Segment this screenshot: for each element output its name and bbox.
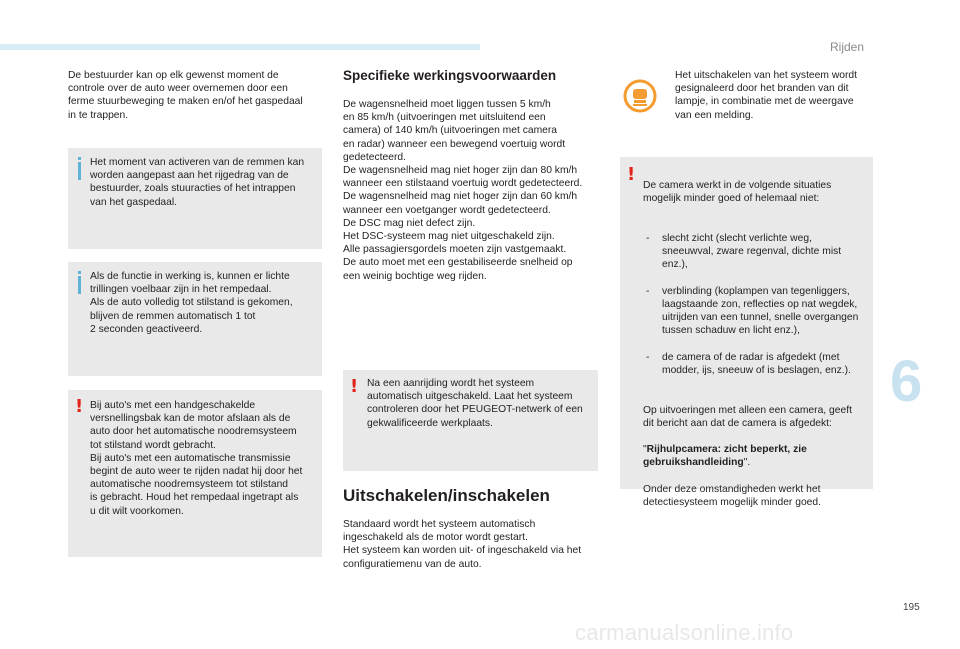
heading-disable-enable: Uitschakelen/inschakelen: [343, 486, 550, 505]
list-dash: -: [646, 233, 650, 245]
list-item: [643, 285, 869, 338]
warning-icon: !: [627, 164, 636, 185]
list-item-text: de camera of de radar is afgedekt (met modder, ijs, sneeuw of is beslagen, enz.).: [662, 351, 851, 377]
operating-conditions-text: De wagensnelheid moet liggen tussen 5 km/h en 85 km/h (uitvoeringen met uitsluitend een camera) of 140 km/h (uitvoeringen met camera en radar) wanneer een bewegend voertuig wordt gedetecteerd. De wagensnelheid mag niet hoger zijn dan 80 km/h wanneer een stilstaand voertuig wordt gedetecteerd. De wagensnelheid mag niet hoger zijn dan 60 km/h wanneer een voetganger wordt gedetecteerd. De DSC mag niet defect zijn. Het DSC-systeem mag niet uitgeschakeld zijn. Alle passagiersgordels moeten zijn vastgemaakt. De auto moet met een gestabiliseerde snelheid op een weinig bochtige weg rijden.: [343, 99, 583, 282]
camera-warning-content: [643, 166, 869, 522]
warning-text-gearbox: Bij auto's met een handgeschakelde versnellingsbak kan de motor afslaan als de auto door het automatische noodremsysteem tot stilstand wordt gebracht. Bij auto's met een automatische transmissie begint de auto weer te rijden nadat hij door het automatische noodremsysteem tot stilstand is gebracht. Houd het rempedaal ingetrapt als u dit wilt voorkomen.: [90, 400, 303, 517]
intro-paragraph: De bestuurder kan op elk gewenst moment de controle over de auto weer overnemen door een ferme stuurbeweging te maken en/of het gaspedaal in te trappen.: [68, 70, 303, 121]
section-title: Rijden: [830, 40, 865, 54]
watermark: carmanualsonline.info: [575, 620, 794, 645]
info-text-brake-timing: Het moment van activeren van de remmen kan worden aangepast aan het rijgedrag van de bestuurder, zoals stuuracties of het intrappen van het gaspedaal.: [90, 157, 305, 208]
page-number: 195: [903, 602, 920, 613]
list-item-text: slecht zicht (slecht verlichte weg, sneeuwval, zware regenval, dichte mist enz.),: [662, 233, 842, 271]
disable-enable-text: Standaard wordt het systeem automatisch ingeschakeld als de motor wordt gestart. Het systeem kan worden uit- of ingeschakeld via het configuratiemenu van de auto.: [343, 519, 582, 570]
info-box-brake-timing: [68, 148, 322, 249]
camera-warning-intro: De camera werkt in de volgende situaties mogelijk minder goed of helemaal niet:: [643, 180, 832, 205]
list-item-text: verblinding (koplampen van tegenliggers, laagstaande zon, reflecties op nat wegdek, uitrijden van een tunnel, snelle overgangen tussen schaduw en licht enz.),: [662, 285, 859, 337]
warning-box-camera: [620, 157, 873, 509]
warning-box-gearbox: [68, 390, 322, 557]
warning-text-collision: Na een aanrijding wordt het systeem automatisch uitgeschakeld. Laat het systeem controleren door het PEUGEOT-netwerk of een gekwalificeerde werkplaats.: [367, 378, 583, 429]
header-bar: [0, 44, 480, 50]
chapter-number: 6: [890, 349, 923, 414]
warning-icon: !: [75, 396, 84, 417]
list-dash: -: [646, 351, 650, 363]
list-dash: -: [646, 285, 650, 297]
quote-open: ": [643, 444, 647, 456]
warning-icon: !: [350, 376, 359, 397]
camera-message-text: Rijhulpcamera: zicht beperkt, zie gebruikshandleiding: [643, 444, 807, 469]
quote-close: ".: [743, 457, 751, 469]
list-item: [643, 351, 869, 377]
info-box-vibration: [68, 262, 322, 376]
aeb-warning-lamp-icon: [620, 76, 660, 116]
camera-only-note: Op uitvoeringen met alleen een camera, geeft dit bericht aan dat de camera is afgedekt:: [643, 404, 852, 429]
reduced-detection-note: Onder deze omstandigheden werkt het detectiesysteem mogelijk minder goed.: [643, 483, 821, 509]
camera-conditions-list: [643, 219, 869, 391]
warning-box-collision: [343, 370, 598, 471]
list-item: [643, 232, 869, 272]
lamp-description: Het uitschakelen van het systeem wordt gesignaleerd door het branden van dit lampje, in combinatie met de weergave van een melding.: [675, 70, 858, 121]
heading-operating-conditions: Specifieke werkingsvoorwaarden: [343, 68, 557, 83]
camera-message: [643, 443, 869, 469]
info-text-vibration: Als de functie in werking is, kunnen er lichte trillingen voelbaar zijn in het rempedaal. Als de auto volledig tot stilstand is gekomen, blijven de remmen automatisch 1 tot 2 seconden geactiveerd.: [90, 271, 293, 335]
